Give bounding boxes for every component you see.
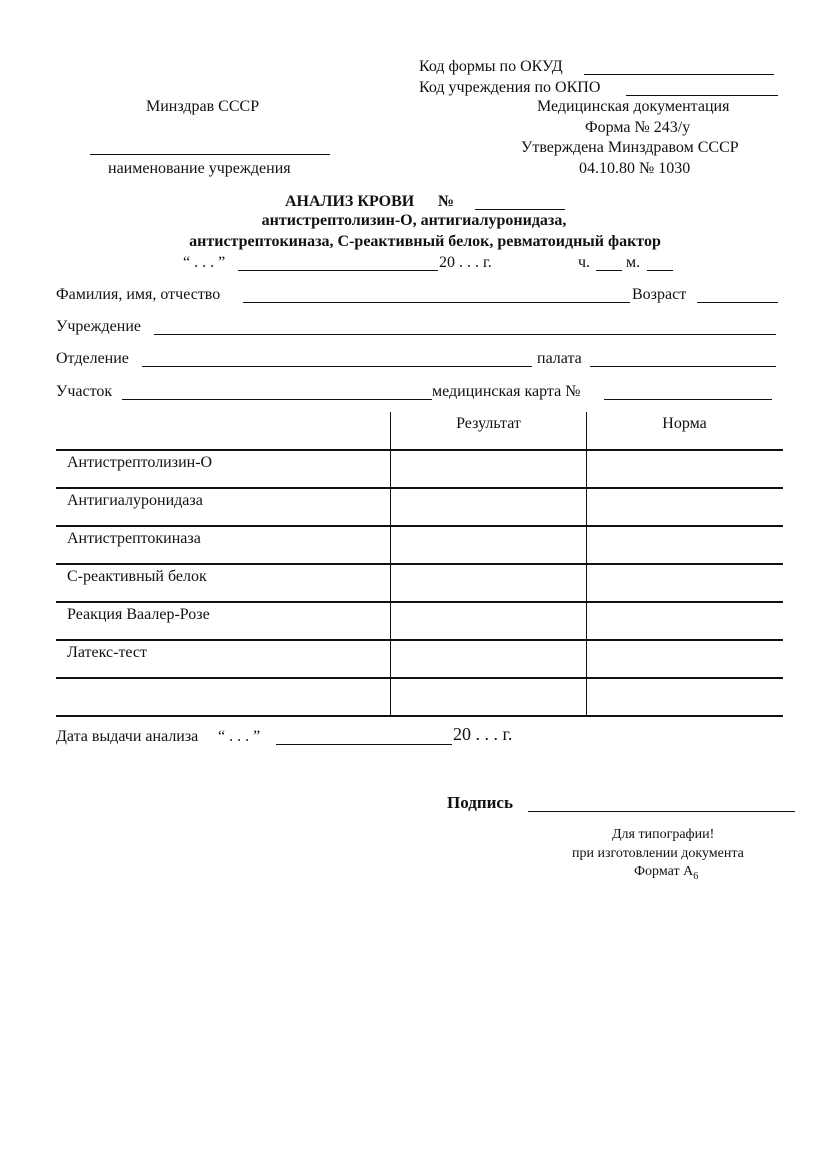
okud-label: Код формы по ОКУД — [419, 58, 563, 75]
issue-date-year: 20 . . . г. — [453, 724, 513, 744]
ward-field[interactable] — [590, 366, 776, 367]
issue-date-open: “ . . . ” — [218, 728, 261, 745]
table-rule — [56, 487, 783, 489]
approved-date: 04.10.80 № 1030 — [579, 160, 691, 177]
hour-field[interactable] — [596, 270, 622, 271]
table-rule — [56, 601, 783, 603]
table-row-label: Латекс-тест — [67, 644, 148, 661]
institution-caption: наименование учреждения — [108, 160, 291, 177]
okud-field[interactable] — [584, 74, 774, 75]
minute-label: м. — [626, 254, 641, 271]
hour-label: ч. — [578, 254, 591, 271]
print-note-format — [634, 863, 698, 886]
issue-date-label: Дата выдачи анализа — [56, 728, 199, 745]
age-field[interactable] — [697, 302, 778, 303]
fio-field[interactable] — [243, 302, 630, 303]
date-open: “ . . . ” — [183, 254, 226, 271]
ward-label: палата — [537, 350, 582, 367]
district-field[interactable] — [122, 399, 432, 400]
table-row-label: Реакция Ваалер-Розе — [67, 606, 210, 623]
approved-label: Утверждена Минздравом СССР — [521, 139, 739, 156]
column-header-result: Результат — [456, 415, 521, 432]
department-field[interactable] — [142, 366, 532, 367]
table-rule — [56, 449, 783, 451]
department-label: Отделение — [56, 350, 129, 367]
title-main: АНАЛИЗ КРОВИ — [285, 193, 415, 210]
okpo-label: Код учреждения по ОКПО — [419, 79, 601, 96]
date-field[interactable] — [238, 270, 438, 271]
table-rule — [56, 639, 783, 641]
okpo-field[interactable] — [626, 95, 778, 96]
minute-field[interactable] — [647, 270, 673, 271]
print-note-format-sub: 6 — [693, 870, 699, 882]
med-card-label: медицинская карта № — [432, 383, 581, 400]
district-label: Участок — [56, 383, 113, 400]
print-note-format-text: Формат А — [634, 864, 694, 879]
signature-label: Подпись — [447, 793, 513, 812]
institution-field[interactable] — [154, 334, 776, 335]
institution-name-field[interactable] — [90, 154, 330, 155]
table-rule — [56, 525, 783, 527]
title-line2: антистрептолизин-О, антигиалуронидаза, — [261, 212, 567, 229]
institution-label: Учреждение — [56, 318, 141, 335]
title-line3: антистрептокиназа, С-реактивный белок, ревматоидный фактор — [189, 233, 661, 250]
table-rule — [56, 677, 783, 679]
analysis-number-field[interactable] — [475, 209, 565, 210]
table-rule — [56, 563, 783, 565]
date-year: 20 . . . г. — [439, 254, 492, 271]
table-row-label: Антистрептокиназа — [67, 530, 201, 547]
table-row-label: Антигиалуронидаза — [67, 492, 203, 509]
print-note-line2: при изготовлении документа — [572, 846, 744, 861]
title-number-sign: № — [438, 193, 455, 210]
table-row-label: Антистрептолизин-О — [67, 454, 213, 471]
column-header-norm: Норма — [662, 415, 707, 432]
form-number: Форма № 243/у — [585, 119, 691, 136]
ministry-label: Минздрав СССР — [146, 98, 260, 115]
table-row-label: С-реактивный белок — [67, 568, 207, 585]
signature-field[interactable] — [528, 811, 795, 812]
age-label: Возраст — [632, 286, 687, 303]
print-note-title: Для типографии! — [612, 827, 715, 842]
table-rule — [56, 715, 783, 717]
med-card-field[interactable] — [604, 399, 772, 400]
issue-date-field[interactable] — [276, 744, 452, 745]
fio-label: Фамилия, имя, отчество — [56, 286, 221, 303]
med-doc-label: Медицинская документация — [537, 98, 730, 115]
